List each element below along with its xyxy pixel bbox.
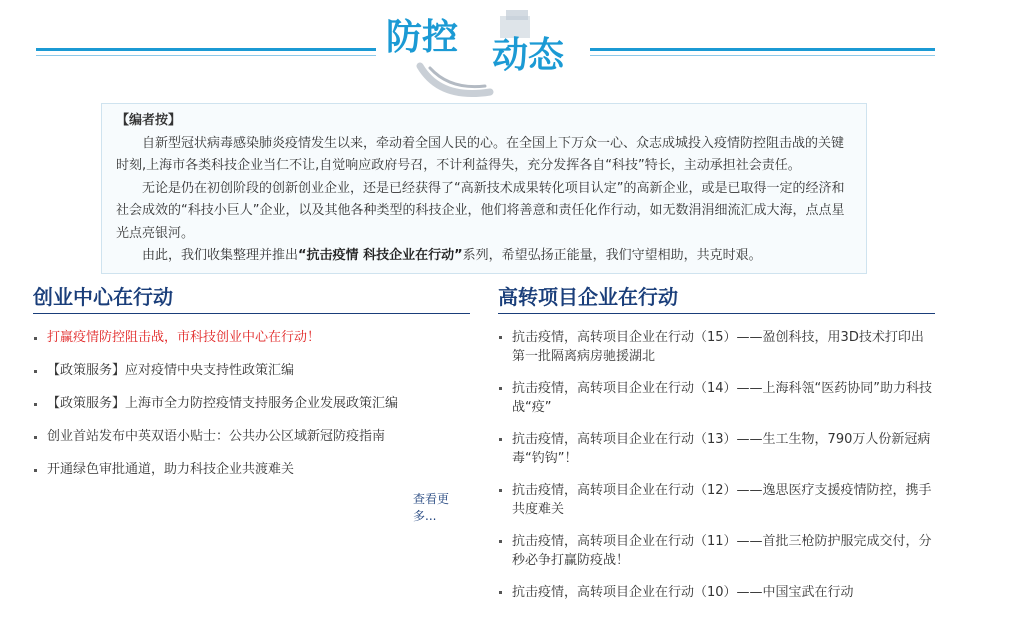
news-link[interactable]: 抗击疫情，高转项目企业在行动（10）——中国宝武在行动 xyxy=(498,583,935,634)
banner-rule-right xyxy=(590,48,935,51)
news-link[interactable]: 抗击疫情，高转项目企业在行动（12）——逸思医疗支援疫情防控，携手共度难关 xyxy=(498,481,935,532)
editor-note-series-name: “抗击疫情 科技企业在行动” xyxy=(298,248,463,263)
view-more-link[interactable]: 查看更多... xyxy=(413,492,450,523)
news-link[interactable]: 抗击疫情，高转项目企业在行动（14）——上海科瓴“医药协同”助力科技战“疫” xyxy=(498,379,935,430)
banner-title-part1: 防控 xyxy=(386,17,459,58)
news-link[interactable]: 抗击疫情，高转项目企业在行动（11）——首批三枪防护服完成交付，分秒必争打赢防疫战！ xyxy=(498,532,935,583)
news-link[interactable]: 开通绿色审批通道，助力科技企业共渡难关 xyxy=(33,460,470,493)
editor-note-tag: 【编者按】 xyxy=(116,113,182,128)
section-banner xyxy=(0,0,1032,100)
news-link[interactable]: 抗击疫情，高转项目企业在行动（15）——盈创科技，用3D技术打印出第一批隔离病房驰援湖北 xyxy=(498,328,935,379)
editor-note-p3-suffix: 系列，希望弘扬正能量，我们守望相助，共克时艰。 xyxy=(462,248,762,263)
banner-rule-right-thin xyxy=(590,55,935,56)
column-title: 创业中心在行动 xyxy=(33,282,470,314)
news-link[interactable]: 创业首站发布中英双语小贴士：公共办公区域新冠防疫指南 xyxy=(33,427,470,460)
editor-note-p3-prefix: 由此，我们收集整理并推出 xyxy=(142,248,299,263)
banner-rule-left xyxy=(36,48,376,51)
banner-title-part2: 动态 xyxy=(492,35,565,76)
column-startup-center xyxy=(33,282,470,523)
editor-note-paragraph-2: 无论是仍在初创阶段的创新创业企业，还是已经获得了“高新技术成果转化项目认定”的高新企业，或是已取得一定的经济和社会成效的“科技小巨人”企业，以及其他各种类型的科技企业，他们将善意和责任化作行动，如无数涓涓细流汇成大海，点点星光点亮银河。 xyxy=(116,180,845,241)
editor-note-paragraph-1: 自新型冠状病毒感染肺炎疫情发生以来，牵动着全国人民的心。在全国上下万众一心、众志成城投入疫情防控阻击战的关键时刻,上海市各类科技企业当仁不让,自觉响应政府号召，不计利益得失，充分发挥各自“科技”特长，主动承担社会责任。 xyxy=(116,135,845,173)
news-link[interactable]: 抗击疫情，高转项目企业在行动（13）——生工生物，790万人份新冠病毒“钓钩”！ xyxy=(498,430,935,481)
column-title: 高转项目企业在行动 xyxy=(498,282,935,314)
editor-note-box xyxy=(101,103,867,274)
banner-rule-left-thin xyxy=(36,55,376,56)
column-high-tech-projects xyxy=(498,282,935,634)
news-link[interactable]: 【政策服务】应对疫情中央支持性政策汇编 xyxy=(33,361,470,394)
news-list xyxy=(33,328,470,493)
news-list xyxy=(498,328,935,634)
news-link[interactable]: 打赢疫情防控阻击战，市科技创业中心在行动！ xyxy=(33,328,470,361)
editor-note-paragraph-3 xyxy=(116,245,852,268)
news-link[interactable]: 【政策服务】上海市全力防控疫情支持服务企业发展政策汇编 xyxy=(33,394,470,427)
